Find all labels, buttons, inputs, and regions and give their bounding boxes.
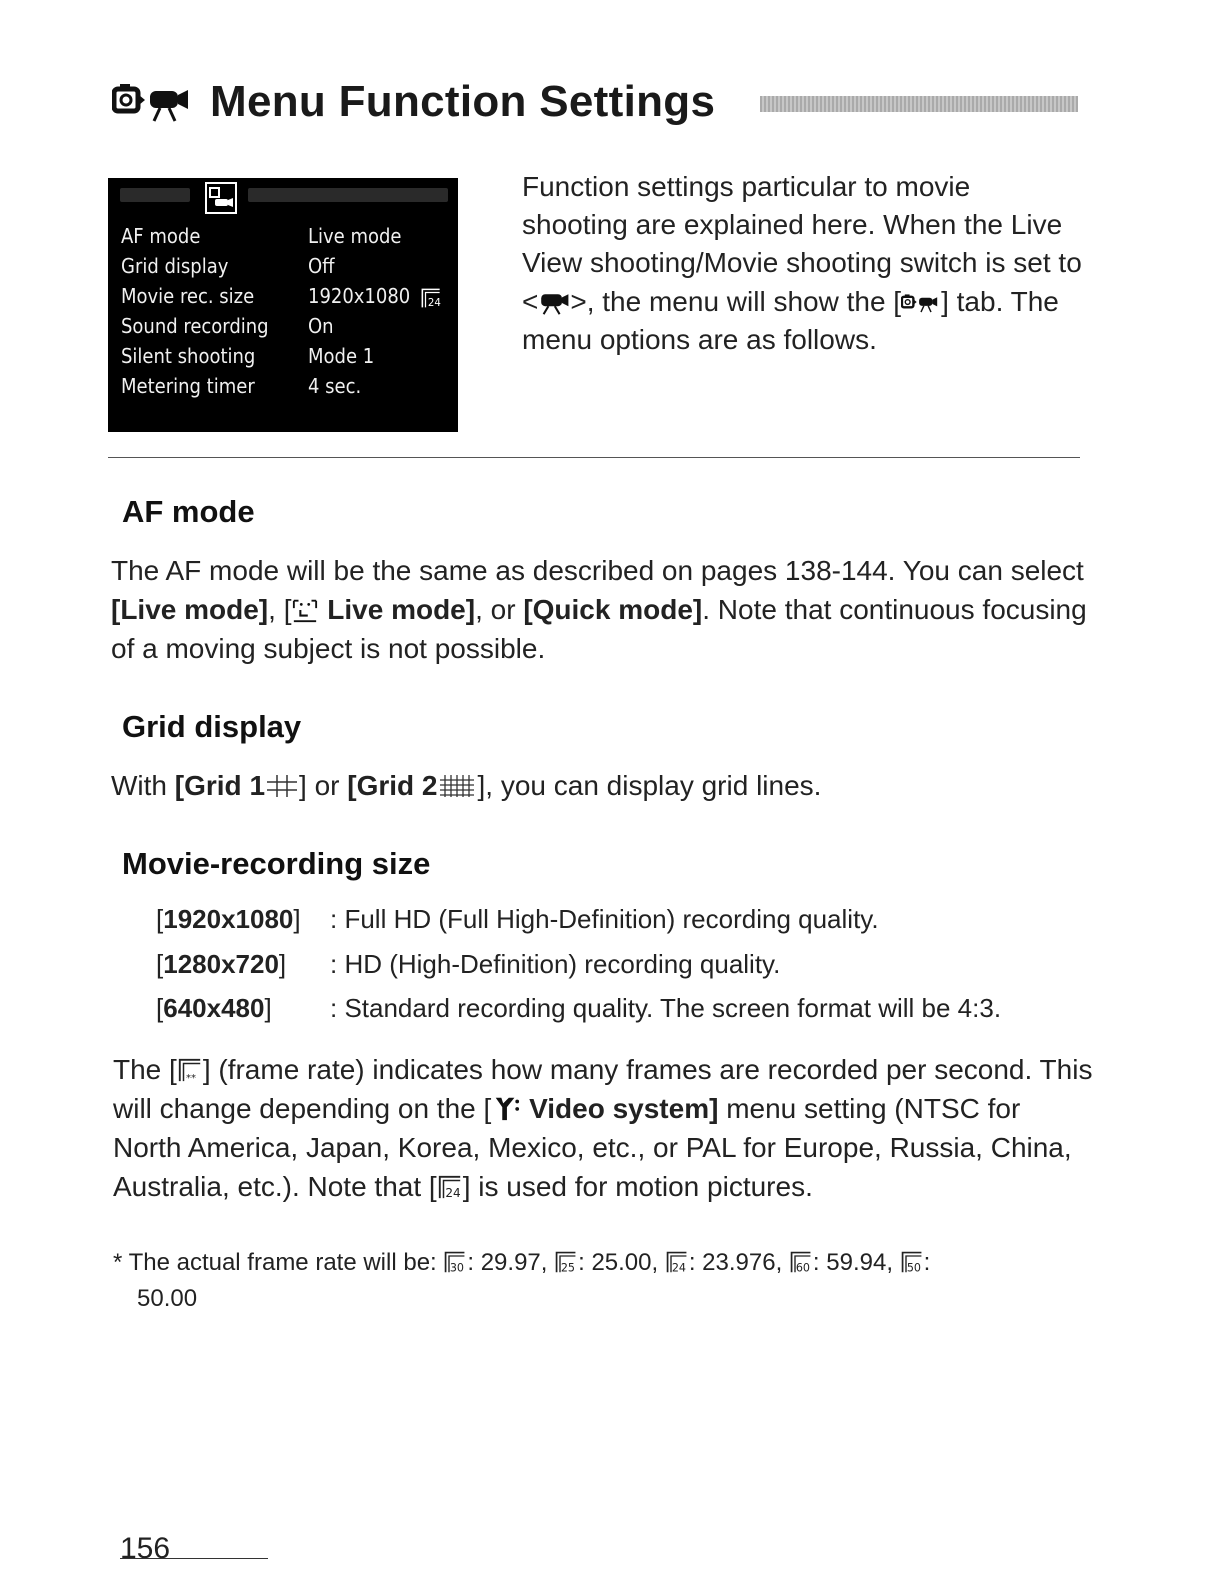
frame-rate-icon [665, 1250, 689, 1274]
intro-paragraph [522, 168, 1082, 359]
grid-text: ] or [299, 770, 348, 801]
size-row-640x480 [156, 993, 1001, 1024]
menu-row-movie-rec-size[interactable] [108, 281, 458, 311]
size-row-1280x720 [156, 949, 780, 980]
menu-row-value: Live mode [308, 224, 402, 248]
frame-rate-number: 50 [906, 1261, 921, 1274]
camera-movie-tab-icon [112, 77, 196, 127]
frame-rate-number: 24 [671, 1261, 686, 1274]
fr-text: The [ [113, 1054, 177, 1085]
af-option-face-live-mode: Live mode] [327, 594, 476, 625]
movie-size-heading: Movie-recording size [122, 846, 431, 881]
frame-rate-icon [789, 1250, 813, 1274]
size-row-1920x1080 [156, 904, 879, 935]
face-detection-icon [291, 597, 319, 623]
menu-row-label: Silent shooting [121, 344, 256, 368]
note-line-1 [113, 1245, 1093, 1281]
fr-text: menu setting (NTSC for North America, Japan, Korea, Mexico, etc., or PAL for Europe, Russia, China, Australia, etc.). Note that [ [113, 1093, 1072, 1202]
grid1-icon [265, 773, 299, 799]
size-key: [1920x1080] [156, 904, 301, 934]
fr-text: ] (frame rate) indicates how many frames are recorded per second. This will change depending on the [ [113, 1054, 1093, 1124]
frame-rate-value: : [923, 1249, 931, 1276]
menu-row-label: Metering timer [121, 374, 255, 398]
frame-rate-icon [900, 1250, 924, 1274]
video-system-option: Video system] [529, 1093, 719, 1124]
grid-option-1: [Grid 1 [174, 770, 266, 801]
camera-movie-tab-icon [901, 291, 941, 315]
page-number-underline [120, 1558, 268, 1559]
af-text: . Note that continuous focusing of a moving subject is not possible. [111, 594, 1087, 664]
grid-text: ], you can display grid lines. [477, 770, 822, 801]
af-option-quick-mode: [Quick mode] [523, 594, 703, 625]
frame-rate-icon [437, 1174, 463, 1200]
size-key-value: 1280x720 [163, 949, 279, 979]
frame-rate-number: 25 [560, 1261, 576, 1274]
frame-rate-icon [420, 287, 442, 309]
setup-wrench-icon [491, 1094, 521, 1122]
page-title-row [112, 74, 715, 130]
movie-mode-icon [538, 291, 570, 315]
frame-rate-number: 30 [450, 1261, 465, 1274]
menu-row-value-wrap [308, 284, 442, 309]
page-number: 156 [120, 1532, 171, 1565]
menu-row-value: On [308, 314, 334, 338]
frame-rate-value: : 59.94, [812, 1249, 900, 1276]
frame-rate-number: 24 [427, 297, 441, 309]
svg-text:24: 24 [445, 1186, 461, 1200]
frame-rate-paragraph [113, 1050, 1093, 1206]
fr-text: ] is used for motion pictures. [462, 1171, 813, 1202]
size-desc: : HD (High-Definition) recording quality. [330, 949, 781, 979]
af-text: The AF mode will be the same as described on pages 138-144. You can select [111, 555, 1084, 586]
grid-text: With [111, 770, 175, 801]
menu-row-silent-shooting[interactable] [108, 341, 458, 371]
frame-rate-icon [177, 1057, 203, 1083]
frame-rate-icon [443, 1250, 467, 1274]
size-key: [1280x720] [156, 949, 287, 979]
menu-row-label: Grid display [121, 254, 229, 278]
frame-rate-value: : 23.976, [688, 1249, 789, 1276]
frame-rate-value: : 25.00, [578, 1249, 665, 1276]
menu-tab-strip [108, 178, 458, 218]
rate-list [443, 1249, 930, 1276]
menu-row-value: 4 sec. [308, 374, 362, 398]
size-desc: : Standard recording quality. The screen format will be 4:3. [330, 993, 1002, 1023]
menu-tab-ghost [120, 188, 190, 202]
size-key: [640x480] [156, 993, 272, 1023]
menu-row-value: Mode 1 [308, 344, 375, 368]
af-text: , [ [268, 594, 292, 625]
menu-row-metering-timer[interactable] [108, 371, 458, 401]
intro-text: ] tab. The menu options are as follows. [522, 285, 1059, 355]
grid-option-2: [Grid 2 [347, 770, 438, 801]
frame-rate-number: 60 [795, 1261, 810, 1274]
menu-row-value: Off [308, 254, 335, 278]
size-key-value: 1920x1080 [163, 904, 294, 934]
frame-rate-value: : 29.97, [467, 1249, 555, 1276]
intro-text: Function settings particular to movie shooting are explained here. When the Live View shooting/Movie shooting switch is set to < [522, 171, 1082, 317]
frame-rate-icon [554, 1250, 578, 1274]
page-title: Menu Function Settings [210, 77, 716, 126]
svg-text:**: ** [185, 1073, 196, 1083]
menu-row-af-mode[interactable] [108, 221, 458, 251]
menu-tab-ghost [248, 188, 448, 202]
af-mode-heading: AF mode [122, 494, 255, 529]
menu-row-label: Movie rec. size [121, 284, 255, 308]
note-text: * The actual frame rate will be: [113, 1249, 444, 1276]
menu-row-label: AF mode [121, 224, 201, 248]
menu-row-sound-recording[interactable] [108, 311, 458, 341]
grid2-icon [437, 773, 477, 799]
af-mode-paragraph [111, 551, 1101, 668]
movie-tab-icon [205, 182, 237, 214]
frame-rate-note [113, 1245, 1093, 1317]
camera-menu-screenshot [108, 178, 458, 432]
intro-text: >, the menu will show the [ [570, 285, 902, 317]
title-decoration-bar [760, 96, 1078, 112]
af-option-live-mode: [Live mode] [111, 594, 269, 625]
grid-display-heading: Grid display [122, 709, 302, 744]
af-text: , or [475, 594, 524, 625]
menu-row-value: 1920x1080 [308, 284, 411, 308]
note-line-2: 50.00 [137, 1285, 198, 1312]
section-divider [108, 457, 1080, 458]
size-key-value: 640x480 [163, 993, 265, 1023]
menu-row-label: Sound recording [121, 314, 269, 338]
size-desc: : Full HD (Full High-Definition) recording quality. [330, 904, 879, 934]
grid-display-paragraph [111, 766, 1101, 805]
menu-row-grid-display[interactable] [108, 251, 458, 281]
